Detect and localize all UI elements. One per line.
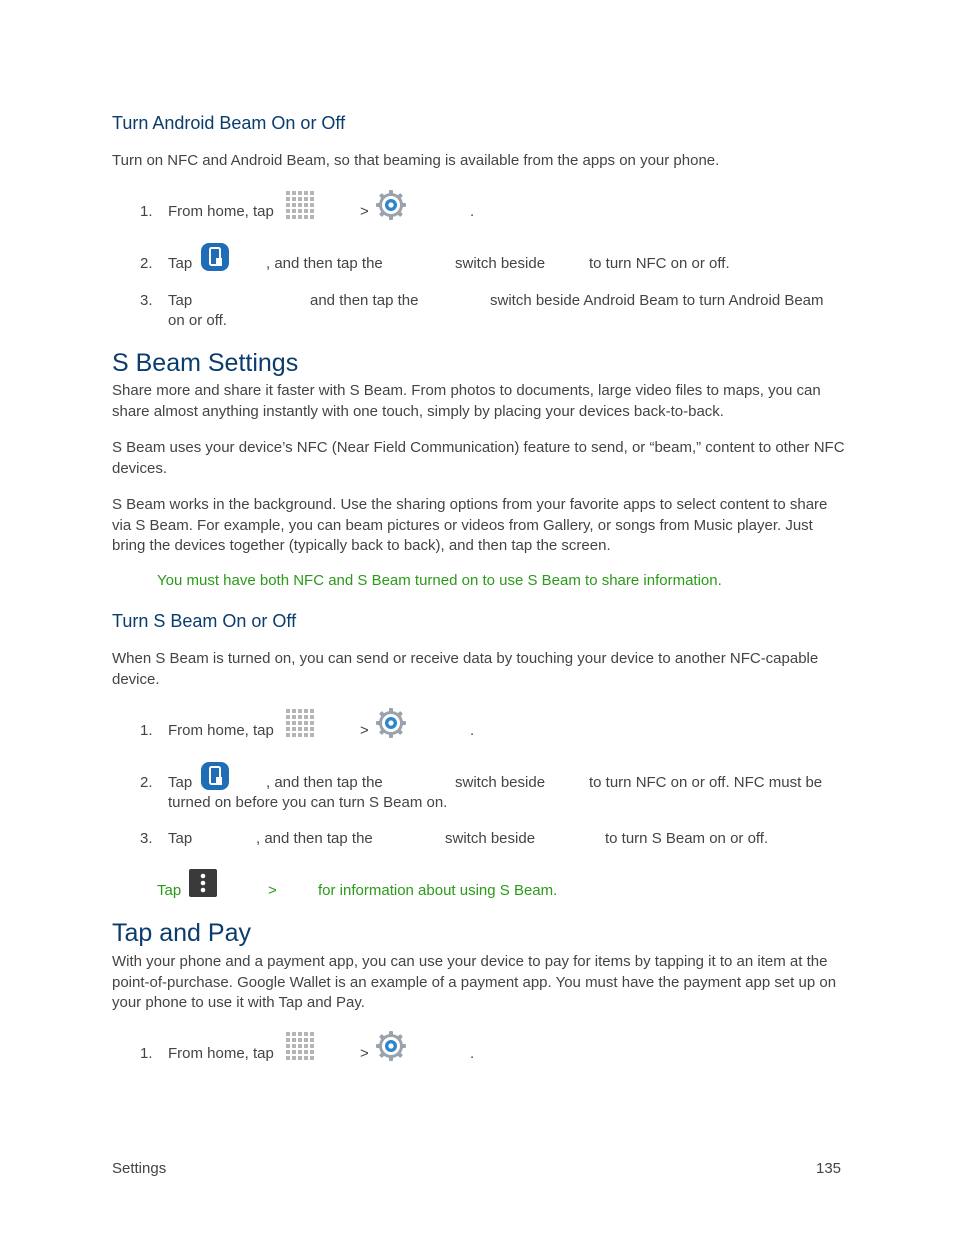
heading-tap-pay: Tap and Pay <box>112 919 251 947</box>
step-text: From home, tap <box>168 1045 274 1062</box>
step-text: and then tap the <box>310 292 419 309</box>
paragraph: With your phone and a payment app, you can use your device to pay for items by tapping it to an item at the point-of-purchase. Google Wallet is an example of a payment app. You must have the payment app set up on your phone to use it with Tap and Pay. <box>112 953 837 1011</box>
step-number: 2. <box>140 255 153 272</box>
step-separator: > <box>360 1045 369 1062</box>
footer-section: Settings <box>112 1160 167 1177</box>
footer-page-number: 135 <box>816 1160 842 1177</box>
settings-gear-icon[interactable] <box>375 189 407 221</box>
paragraph: S Beam works in the background. Use the sharing options from your favorite apps to select content to share via S Beam. For example, you can beam pictures or videos from Gallery, or songs from Music player. Just bring the devices together (typically back to back), and then tap the screen. <box>112 496 828 554</box>
step-text: Tap <box>168 292 193 309</box>
tip-text: for information about using S Beam. <box>318 882 558 899</box>
step-period: . <box>470 203 475 220</box>
nfc-icon[interactable] <box>200 761 230 791</box>
step-period: . <box>470 1045 475 1062</box>
paragraph: Share more and share it faster with S Beam. From photos to documents, large video files to maps, you can share almost anything instantly with one touch, simply by placing your devices back-to-back. <box>112 382 821 420</box>
nfc-icon[interactable] <box>200 242 230 272</box>
heading-android-beam: Turn Android Beam On or Off <box>112 113 346 133</box>
step-text: to turn NFC on or off. NFC must be <box>589 774 823 791</box>
step-text: , and then tap the <box>266 255 383 272</box>
paragraph: When S Beam is turned on, you can send or receive data by touching your device to another NFC-capable device. <box>112 650 819 688</box>
step-text: switch beside <box>455 774 546 791</box>
step-text: Tap <box>168 255 193 272</box>
step-separator: > <box>360 722 369 739</box>
apps-icon[interactable] <box>285 190 313 218</box>
step-number: 2. <box>140 774 153 791</box>
step-number: 1. <box>140 722 153 739</box>
heading-s-beam-toggle: Turn S Beam On or Off <box>112 611 297 631</box>
step-number: 1. <box>140 203 153 220</box>
menu-icon[interactable] <box>189 869 217 897</box>
step-text: , and then tap the <box>256 830 373 847</box>
step-text: turned on before you can turn S Beam on. <box>168 794 448 811</box>
step-number: 3. <box>140 292 153 309</box>
heading-s-beam: S Beam Settings <box>112 349 299 377</box>
step-text: switch beside <box>445 830 536 847</box>
intro-android-beam: Turn on NFC and Android Beam, so that beaming is available from the apps on your phone. <box>112 152 720 169</box>
step-text: Tap <box>168 774 193 791</box>
tip-separator: > <box>268 882 277 899</box>
note-text: You must have both NFC and S Beam turned on to use S Beam to share information. <box>157 572 722 589</box>
step-text: to turn S Beam on or off. <box>605 830 769 847</box>
step-text: From home, tap <box>168 203 274 220</box>
step-text: on or off. <box>168 312 227 329</box>
settings-gear-icon[interactable] <box>375 707 407 739</box>
apps-icon[interactable] <box>285 1031 313 1059</box>
step-period: . <box>470 722 475 739</box>
step-text: From home, tap <box>168 722 274 739</box>
tip-text: Tap <box>157 882 182 899</box>
paragraph: S Beam uses your device’s NFC (Near Field Communication) feature to send, or “beam,” content to other NFC devices. <box>112 439 845 477</box>
apps-icon[interactable] <box>285 708 313 736</box>
step-number: 3. <box>140 830 153 847</box>
settings-gear-icon[interactable] <box>375 1030 407 1062</box>
step-text: Tap <box>168 830 193 847</box>
step-text: , and then tap the <box>266 774 383 791</box>
step-text: to turn NFC on or off. <box>589 255 730 272</box>
step-number: 1. <box>140 1045 153 1062</box>
step-text: switch beside Android Beam to turn Android Beam <box>490 292 824 309</box>
step-separator: > <box>360 203 369 220</box>
step-text: switch beside <box>455 255 546 272</box>
